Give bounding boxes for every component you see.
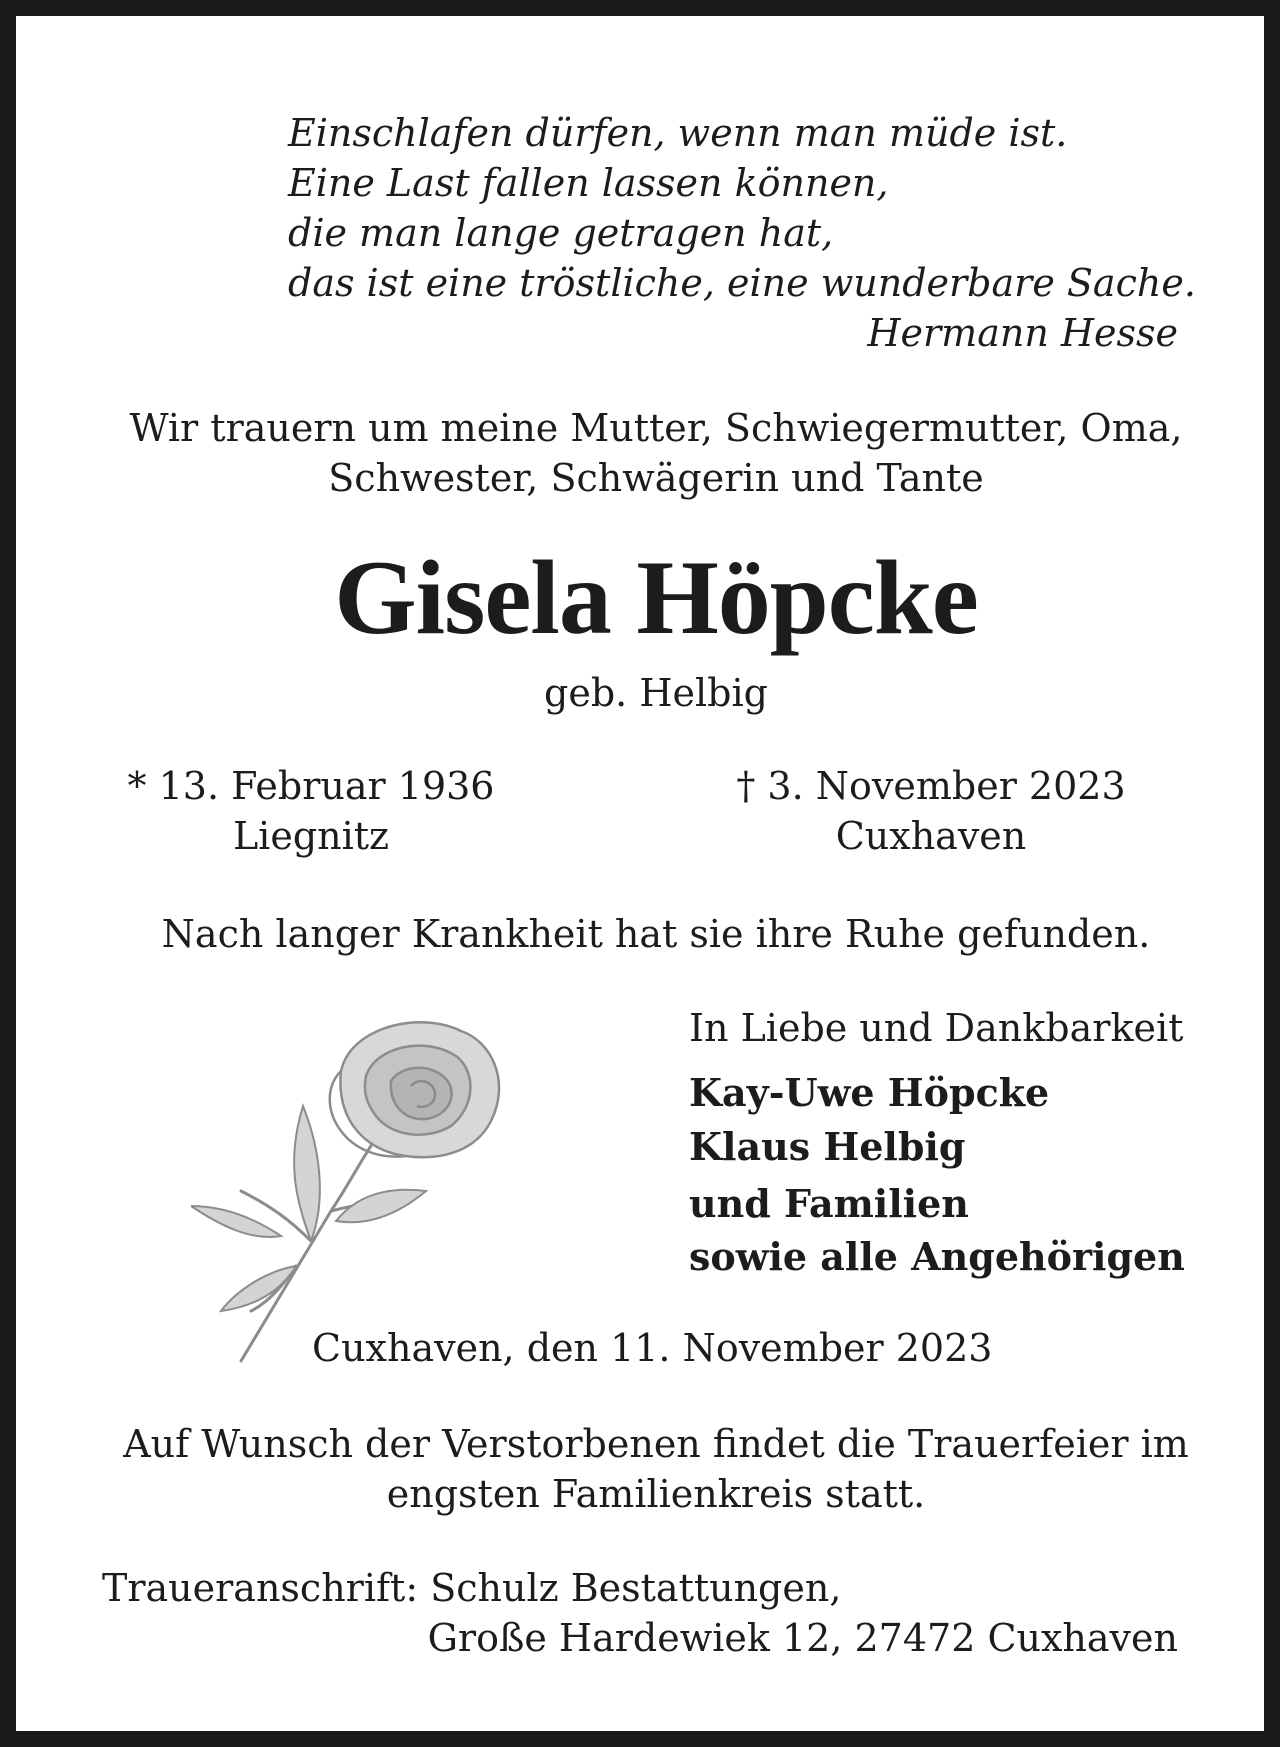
poem-line-4: das ist eine tröstliche, eine wunderbare Sache. [288,261,1196,305]
poem-line-3: die man lange getragen hat, [288,211,834,255]
address-line-1: Traueranschrift: Schulz Bestattungen, [102,1566,842,1610]
poem-author: Hermann Hesse [867,311,1178,355]
message-text: Nach langer Krankheit hat sie ihre Ruhe gefunden. [161,912,1151,956]
poem-line-2: Eine Last fallen lassen können, [288,161,889,205]
birth-place: Liegnitz [232,814,390,858]
ceremony-line-1: Auf Wunsch der Verstorbenen findet die Trauerfeier im [123,1422,1189,1466]
deceased-name: Gisela Höpcke [334,539,978,656]
mourner-4: sowie alle Angehörigen [689,1234,1185,1279]
mourners-heading: In Liebe und Dankbarkeit [689,1006,1184,1050]
ceremony-line-2: engsten Familienkreis statt. [386,1472,926,1516]
death-place: Cuxhaven [835,814,1027,858]
poem-line-1: Einschlafen dürfen, wenn man müde ist. [288,111,1068,155]
mourner-2: Klaus Helbig [689,1124,966,1169]
death-date: † 3. November 2023 [736,764,1126,808]
mourner-1: Kay-Uwe Höpcke [689,1070,1050,1115]
rose-icon [191,1011,551,1371]
intro-line-1: Wir trauern um meine Mutter, Schwiegermutter, Oma, [129,406,1183,450]
place-date: Cuxhaven, den 11. November 2023 [312,1326,993,1370]
mourner-3: und Familien [689,1181,969,1226]
intro-line-2: Schwester, Schwägerin und Tante [328,456,984,500]
birth-date: * 13. Februar 1936 [127,764,495,808]
address-line-2: Große Hardewiek 12, 27472 Cuxhaven [427,1616,1178,1660]
maiden-name: geb. Helbig [544,671,768,715]
